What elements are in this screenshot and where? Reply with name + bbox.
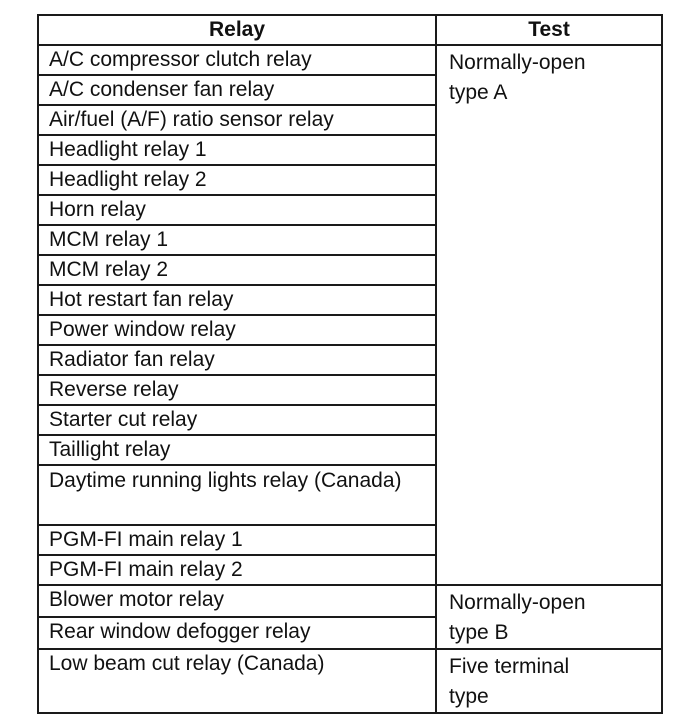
test-type-line: type bbox=[449, 685, 489, 708]
relay-name-cell: Rear window defogger relay bbox=[38, 617, 436, 649]
relay-name-cell: A/C compressor clutch relay bbox=[38, 45, 436, 75]
relay-test-table bbox=[37, 14, 663, 714]
test-type-line: Normally-open bbox=[449, 51, 586, 74]
relay-name-cell: PGM-FI main relay 1 bbox=[38, 525, 436, 555]
relay-name-cell: Low beam cut relay (Canada) bbox=[38, 649, 436, 713]
relay-name-cell: A/C condenser fan relay bbox=[38, 75, 436, 105]
relay-name-cell: Reverse relay bbox=[38, 375, 436, 405]
test-column-header: Test bbox=[436, 15, 662, 45]
relay-name-cell: Headlight relay 2 bbox=[38, 165, 436, 195]
test-type-line: Five terminal bbox=[449, 655, 570, 678]
relay-name-cell: MCM relay 2 bbox=[38, 255, 436, 285]
table-header-row bbox=[38, 15, 662, 45]
relay-name-cell: Headlight relay 1 bbox=[38, 135, 436, 165]
table-row bbox=[38, 649, 662, 713]
relay-name-cell: Daytime running lights relay (Canada) bbox=[38, 465, 436, 525]
table-body bbox=[38, 45, 662, 713]
relay-name-cell: Taillight relay bbox=[38, 435, 436, 465]
relay-name-cell: PGM-FI main relay 2 bbox=[38, 555, 436, 585]
test-type-cell bbox=[436, 45, 662, 585]
relay-name-cell: Blower motor relay bbox=[38, 585, 436, 617]
relay-name-cell: Power window relay bbox=[38, 315, 436, 345]
relay-name-cell: Hot restart fan relay bbox=[38, 285, 436, 315]
test-type-line: type A bbox=[449, 81, 508, 104]
relay-name-cell: Air/fuel (A/F) ratio sensor relay bbox=[38, 105, 436, 135]
table-row bbox=[38, 585, 662, 617]
test-type-line: Normally-open bbox=[449, 591, 586, 614]
relay-column-header: Relay bbox=[38, 15, 436, 45]
relay-name-cell: Radiator fan relay bbox=[38, 345, 436, 375]
relay-name-cell: MCM relay 1 bbox=[38, 225, 436, 255]
relay-name-cell: Horn relay bbox=[38, 195, 436, 225]
relay-name-cell: Starter cut relay bbox=[38, 405, 436, 435]
test-type-cell bbox=[436, 585, 662, 649]
test-type-cell bbox=[436, 649, 662, 713]
test-type-line: type B bbox=[449, 621, 509, 644]
table-row bbox=[38, 45, 662, 75]
